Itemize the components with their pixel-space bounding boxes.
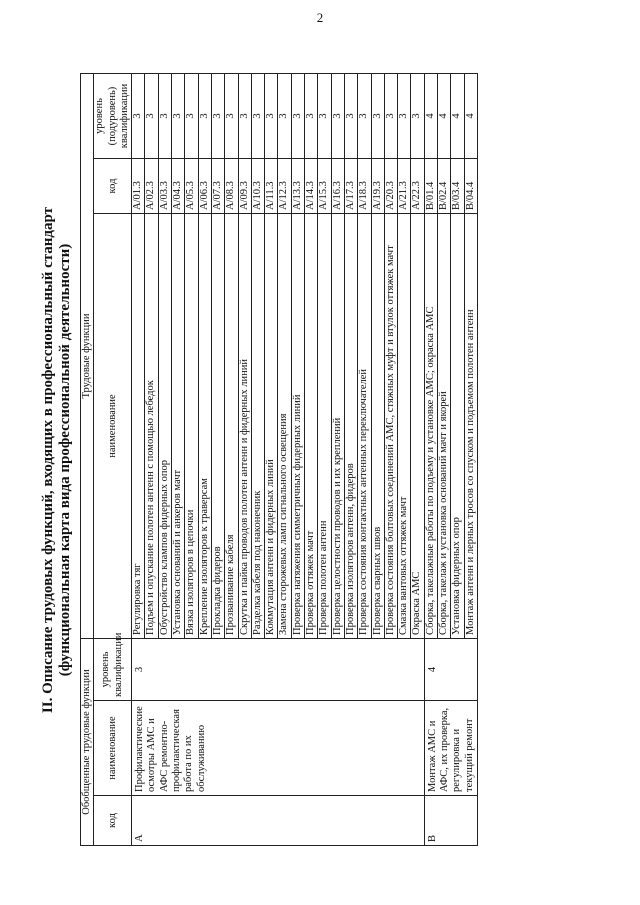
table-row (132, 73, 145, 845)
header-gen-level: уровень квалификации (94, 639, 132, 701)
function-name: Разделка кабеля под наконечник (251, 214, 264, 639)
function-name: Обустройство клампов фидерных опор (158, 214, 171, 639)
function-name: Прокладка фидеров (211, 214, 224, 639)
group-code: А (132, 796, 425, 846)
function-code: А/15.3 (318, 159, 331, 214)
function-code: А/03.3 (158, 159, 171, 214)
header-fn-code: код (94, 159, 132, 214)
header-fn-level: уровень (подуровень) квалификации (94, 73, 132, 158)
function-level: 3 (331, 73, 344, 158)
function-code: А/07.3 (211, 159, 224, 214)
function-code: А/12.3 (278, 159, 291, 214)
function-code: А/06.3 (198, 159, 211, 214)
function-level: 3 (371, 73, 384, 158)
function-name: Проверка целостности проводов и их креплений (331, 214, 344, 639)
function-code: А/21.3 (398, 159, 411, 214)
section-title-line1: II. Описание трудовых функций, входящих в профессиональный стандарт (40, 206, 56, 714)
function-level: 3 (238, 73, 251, 158)
section-title (40, 60, 74, 860)
function-code: А/01.3 (132, 159, 145, 214)
function-name: Проверка полотен антенн (318, 214, 331, 639)
table-row (424, 73, 437, 845)
function-level: 3 (198, 73, 211, 158)
function-name: Прозванивание кабеля (225, 214, 238, 639)
function-level: 3 (411, 73, 424, 158)
function-name: Проверка натяжения симметричных фидерных линий (291, 214, 304, 639)
functional-map-table (80, 73, 478, 846)
rotated-landscape-page (40, 60, 600, 860)
function-code: А/09.3 (238, 159, 251, 214)
function-level: 3 (265, 73, 278, 158)
function-code: В/04.4 (464, 159, 477, 214)
function-name: Регулировка тяг (132, 214, 145, 639)
function-name: Подъем и опускание полотен антенн с помощью лебедок (145, 214, 158, 639)
group-name: Профилактические осмотры АМС и АФС ремонтно-профилактическая работа по их обслуживанию (132, 701, 425, 796)
group-level: 3 (132, 639, 425, 701)
function-name: Коммутация антенн и фидерных линий (265, 214, 278, 639)
header-gen-code: код (94, 796, 132, 846)
function-name: Проверка изоляторов антенн, фидеров (344, 214, 357, 639)
function-name: Проверка состояния болтовых соединений АМС, стяжных муфт и втулок оттяжек мачт (384, 214, 397, 639)
function-code: А/20.3 (384, 159, 397, 214)
function-level: 3 (305, 73, 318, 158)
function-level: 3 (344, 73, 357, 158)
function-level: 3 (291, 73, 304, 158)
function-level: 4 (424, 73, 437, 158)
function-level: 4 (451, 73, 464, 158)
table-body (132, 73, 478, 845)
function-code: В/01.4 (424, 159, 437, 214)
function-level: 4 (464, 73, 477, 158)
header-row-1 (81, 73, 94, 845)
function-name: Сборка, такелажные работы по подъему и установке АМС; окраска АМС (424, 214, 437, 639)
function-level: 3 (158, 73, 171, 158)
group-name: Монтаж АМС и АФС, их проверка, регулировка и текущий ремонт (424, 701, 477, 796)
group-level: 4 (424, 639, 477, 701)
function-level: 3 (384, 73, 397, 158)
function-name: Установка фидерных опор (451, 214, 464, 639)
function-code: А/18.3 (358, 159, 371, 214)
function-code: А/19.3 (371, 159, 384, 214)
header-row-2 (94, 73, 132, 845)
function-code: А/04.3 (172, 159, 185, 214)
function-level: 3 (172, 73, 185, 158)
function-level: 4 (438, 73, 451, 158)
header-labor-functions: Трудовые функции (81, 73, 94, 638)
function-name: Смазка вантовых оттяжек мачт (398, 214, 411, 639)
header-fn-name: наименование (94, 214, 132, 639)
function-code: А/08.3 (225, 159, 238, 214)
header-gen-name: наименование (94, 701, 132, 796)
function-level: 3 (358, 73, 371, 158)
function-level: 3 (145, 73, 158, 158)
function-level: 3 (211, 73, 224, 158)
function-code: А/22.3 (411, 159, 424, 214)
function-level: 3 (278, 73, 291, 158)
function-code: А/13.3 (291, 159, 304, 214)
function-code: А/16.3 (331, 159, 344, 214)
function-name: Замена сторожевых ламп сигнального освещения (278, 214, 291, 639)
function-level: 3 (398, 73, 411, 158)
function-name: Окраска АМС (411, 214, 424, 639)
function-level: 3 (251, 73, 264, 158)
function-level: 3 (318, 73, 331, 158)
function-code: А/11.3 (265, 159, 278, 214)
function-level: 3 (225, 73, 238, 158)
function-level: 3 (132, 73, 145, 158)
function-code: В/03.4 (451, 159, 464, 214)
function-level: 3 (185, 73, 198, 158)
function-code: В/02.4 (438, 159, 451, 214)
section-title-line2: (функциональная карта вида профессиональной деятельности) (57, 243, 73, 677)
function-code: А/17.3 (344, 159, 357, 214)
function-code: А/05.3 (185, 159, 198, 214)
function-code: А/02.3 (145, 159, 158, 214)
function-name: Проверка оттяжек мачт (305, 214, 318, 639)
function-code: А/10.3 (251, 159, 264, 214)
function-name: Сборка, такелаж и установка оснований мачт и якорей (438, 214, 451, 639)
function-name: Монтаж антенн и лерных тросов со спуском и подъемом полотен антенн (464, 214, 477, 639)
function-name: Вязка изоляторов в цепочки (185, 214, 198, 639)
function-name: Проверка сварных швов (371, 214, 384, 639)
function-name: Крепление изоляторов к траверсам (198, 214, 211, 639)
page-number: 2 (316, 10, 324, 25)
function-name: Проверка состояния контактных антенных переключателей (358, 214, 371, 639)
function-code: А/14.3 (305, 159, 318, 214)
function-name: Установка оснований и анкеров мачт (172, 214, 185, 639)
header-generalized-functions: Обобщенные трудовые функции (81, 639, 94, 846)
group-code: В (424, 796, 477, 846)
function-name: Скрутка и пайка проводов полотен антенн и фидерных линий (238, 214, 251, 639)
